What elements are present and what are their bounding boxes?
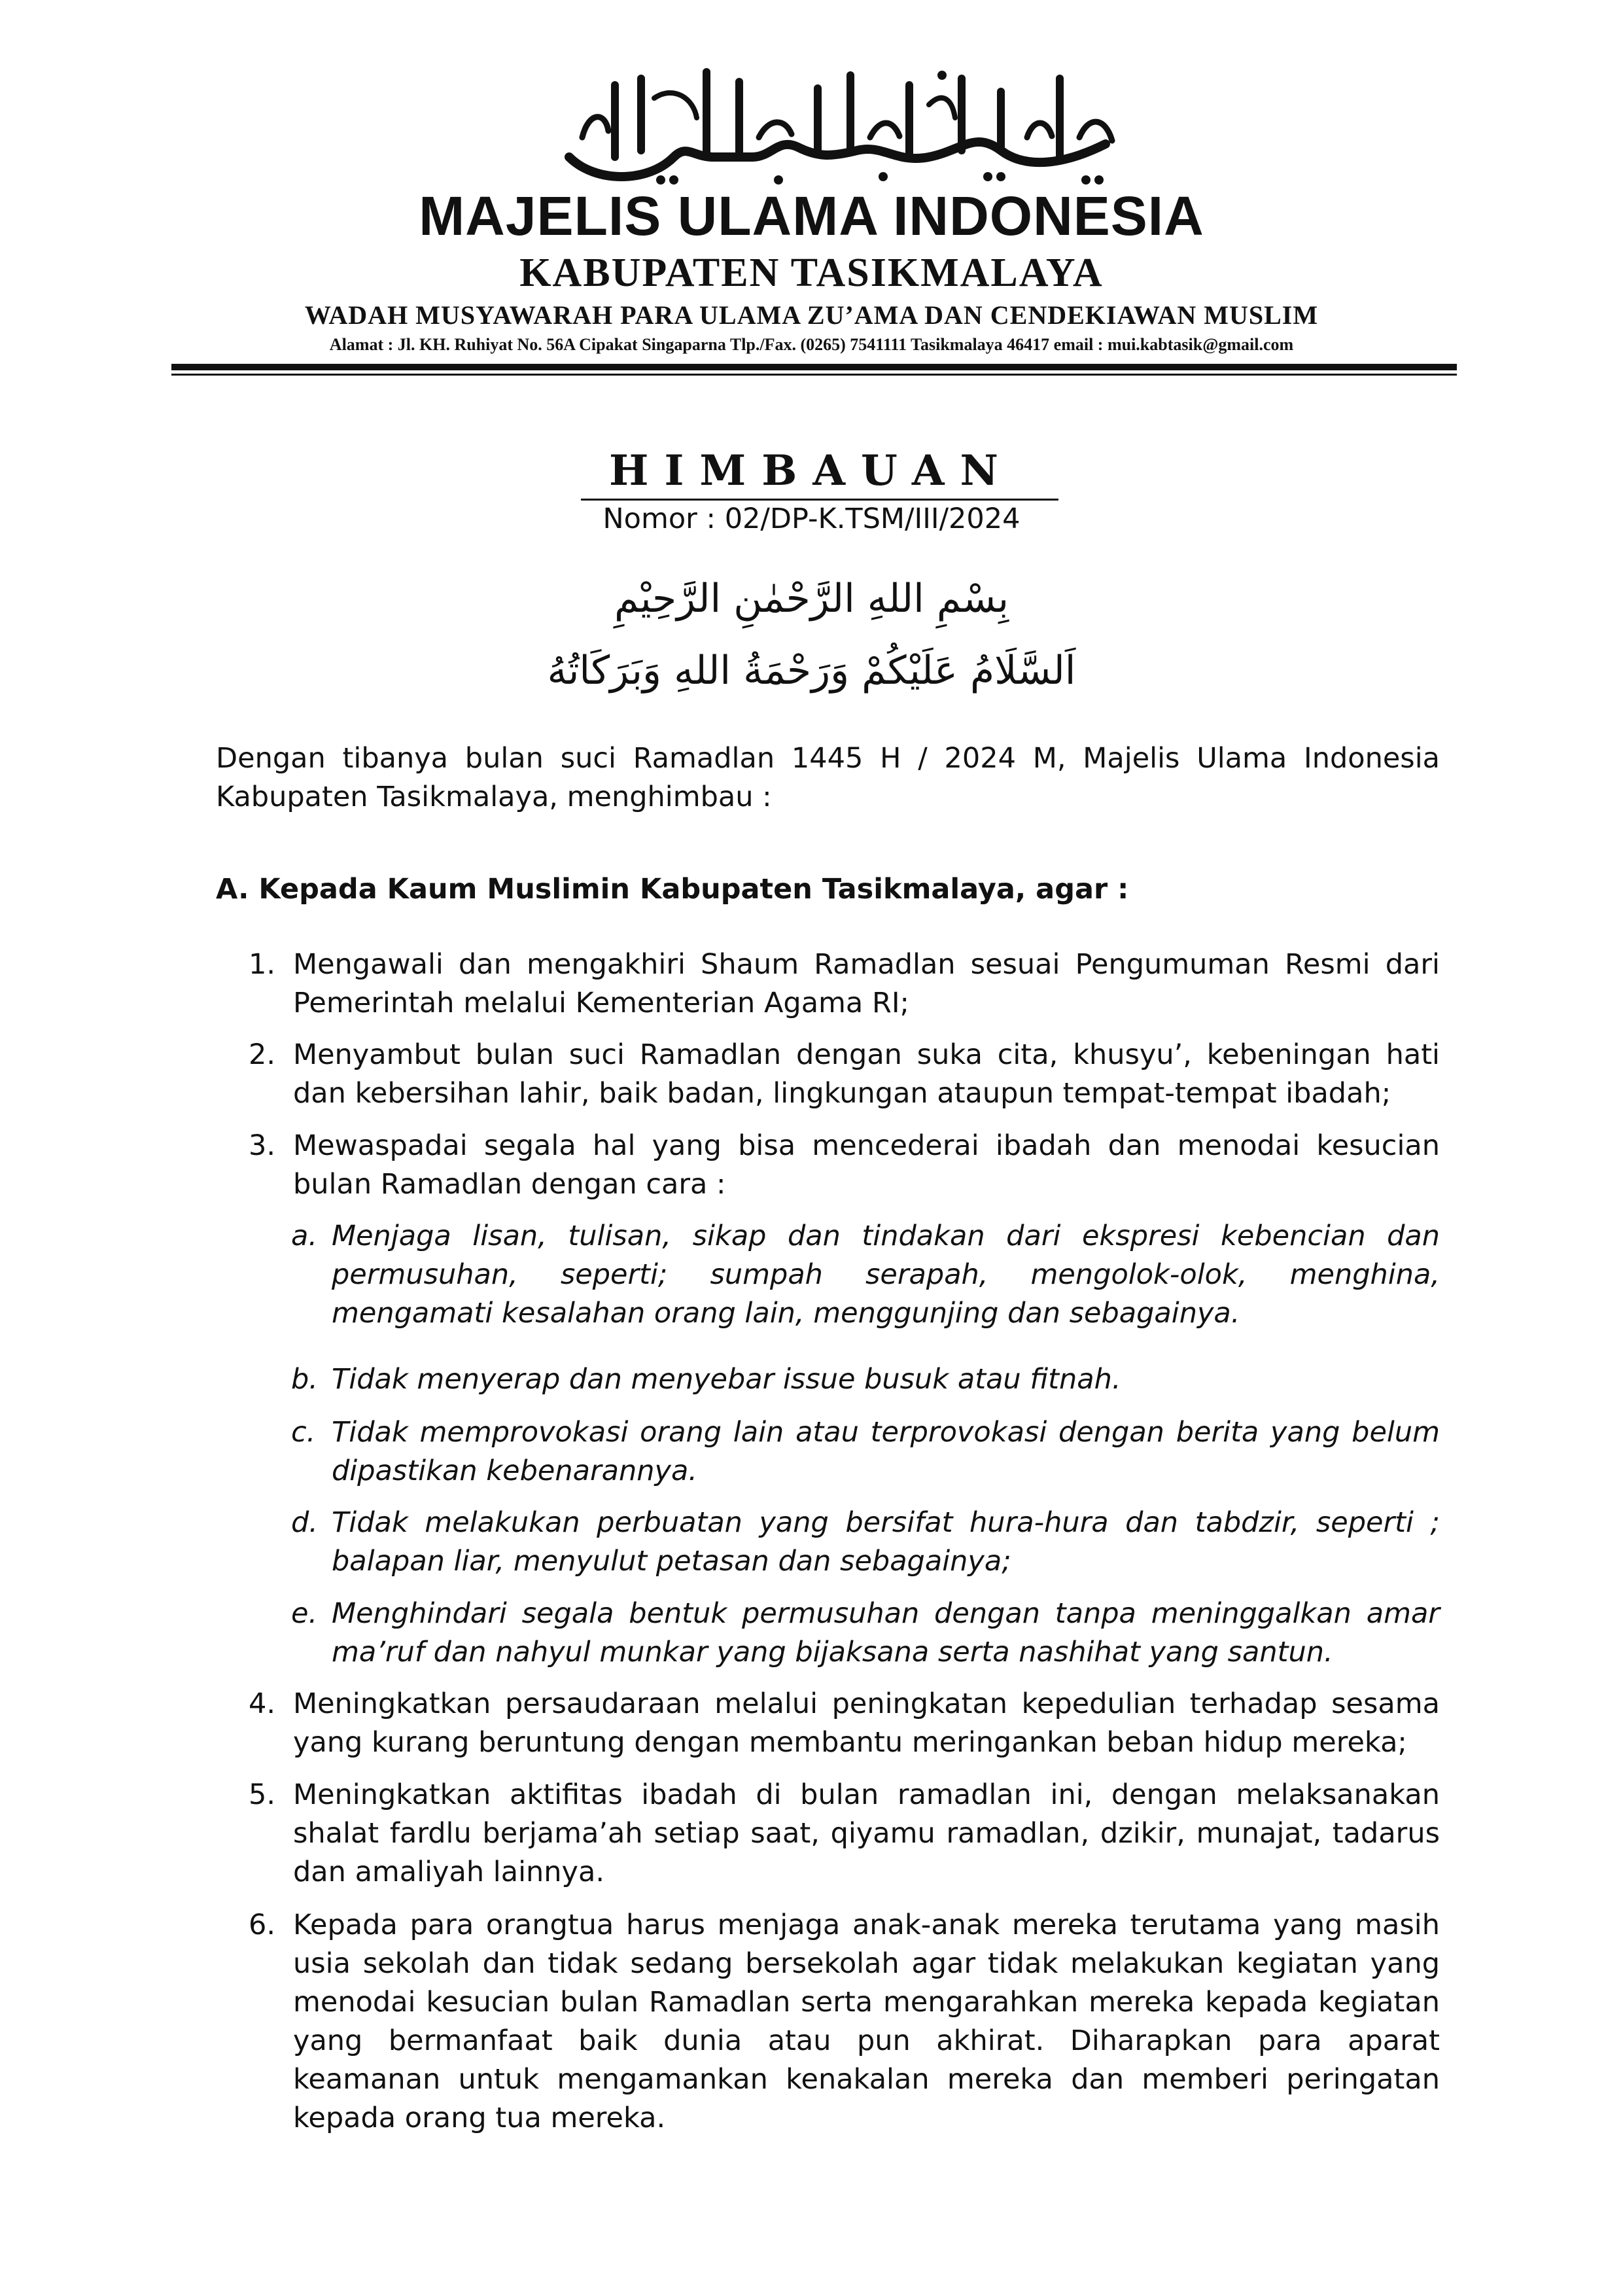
sub-list-item [291,1504,1440,1581]
list-item-number: 3. [249,1129,276,1162]
title-underline [581,499,1058,501]
list-item-number: 6. [249,1909,276,1941]
organization-regency: KABUPATEN TASIKMALAYA [519,251,1104,295]
sub-list-item-letter: d. [291,1506,318,1539]
list-item-number: 2. [249,1038,276,1071]
sub-list-item-text: Tidak melakukan perbuatan yang bersifat hura-hura dan tabdzir, seperti ; balapan liar, menyulut petasan dan sebagainya; [332,1506,1440,1578]
sub-list-item-letter: e. [291,1597,318,1630]
list-item-text: Mewaspadai segala hal yang bisa mencederai ibadah dan menodai kesucian bulan Ramadlan dengan cara : [293,1129,1440,1201]
list-item-text: Mengawali dan mengakhiri Shaum Ramadlan sesuai Pengumuman Resmi dari Pemerintah melalui Kementerian Agama RI; [293,948,1440,1019]
sub-list-item-text: Tidak memprovokasi orang lain atau terprovokasi dengan berita yang belum dipastikan kebenarannya. [332,1416,1440,1487]
sub-list-item-letter: b. [291,1363,318,1396]
organization-tagline: WADAH MUSYAWARAH PARA ULAMA ZU’AMA DAN CENDEKIAWAN MUSLIM [304,300,1319,330]
letterhead-divider-thin [171,374,1457,376]
list-item-text: Kepada para orangtua harus menjaga anak-anak mereka terutama yang masih usia sekolah dan tidak sedang bersekolah agar tidak melakukan kegiatan yang menodai kesucian bulan Ramadlan serta mengarahkan mereka kepada kegiatan yang bermanfaat baik dunia atau pun akhirat. Diharapkan para aparat keamanan untuk mengamankan kenakalan mereka dan memberi peringatan kepada orang tua mereka. [293,1909,1440,2134]
sub-list-item-text: Tidak menyerap dan menyebar issue busuk atau fitnah. [332,1363,1121,1396]
list-item-text: Meningkatkan aktifitas ibadah di bulan ramadlan ini, dengan melaksanakan shalat fardlu berjama’ah setiap saat, qiyamu ramadlan, dzikir, munajat, tadarus dan amaliyah lainnya. [293,1778,1440,1888]
section-a-heading: A. Kepada Kaum Muslimin Kabupaten Tasikmalaya, agar : [216,873,1129,906]
sub-list-item-letter: c. [291,1416,316,1449]
document-title: HIMBAUAN [609,446,1014,495]
list-item [249,945,1440,1023]
sub-list-item [291,1360,1440,1399]
list-item-number: 1. [249,948,276,981]
list-item [249,1036,1440,1113]
calligraphy-logo [543,59,1132,196]
list-item-text: Meningkatkan persaudaraan melalui peningkatan kepedulian terhadap sesama yang kurang beruntung dengan membantu meringankan beban hidup mereka; [293,1687,1440,1759]
list-item-number: 4. [249,1687,276,1720]
intro-paragraph: Dengan tibanya bulan suci Ramadlan 1445 H / 2024 M, Majelis Ulama Indonesia Kabupaten Tasikmalaya, menghimbau : [216,742,1440,813]
sub-list-item-text: Menghindari segala bentuk permusuhan dengan tanpa meninggalkan amar ma’ruf dan nahyul munkar yang bijaksana serta nashihat yang santun. [332,1597,1440,1669]
organization-name: MAJELIS ULAMA INDONESIA [419,185,1204,247]
salam-greeting: اَلسَّلَامُ عَلَيْكُمْ وَرَحْمَةُ اللهِ وَبَرَكَاتُهُ [547,648,1076,694]
organization-address: Alamat : Jl. KH. Ruhiyat No. 56A Cipakat Singaparna Tlp./Fax. (0265) 7541111 Tasikmalaya 46417 email : mui.kabtasik@gmail.com [329,335,1294,354]
sub-list-item [291,1217,1440,1333]
list-item [249,1127,1440,1204]
basmalah: بِسْمِ اللهِ الرَّحْمٰنِ الرَّحِيْمِ [614,576,1009,622]
list-item [249,1685,1440,1762]
list-item [249,1776,1440,1892]
sub-list-item-text: Menjaga lisan, tulisan, sikap dan tindakan dari ekspresi kebencian dan permusuhan, seperti; sumpah serapah, mengolok-olok, menghina, mengamati kesalahan orang lain, menggunjing dan sebagainya. [332,1220,1440,1330]
list-item-number: 5. [249,1778,276,1811]
document-number: Nomor : 02/DP-K.TSM/III/2024 [602,503,1021,535]
list-item-text: Menyambut bulan suci Ramadlan dengan suka cita, khusyu’, kebeningan hati dan kebersihan lahir, baik badan, lingkungan ataupun tempat-tempat ibadah; [293,1038,1440,1110]
sub-list-item [291,1595,1440,1672]
list-item [249,1906,1440,2138]
letterhead-divider-thick [171,364,1457,370]
sub-list-item-letter: a. [291,1220,318,1252]
sub-list-item [291,1413,1440,1491]
